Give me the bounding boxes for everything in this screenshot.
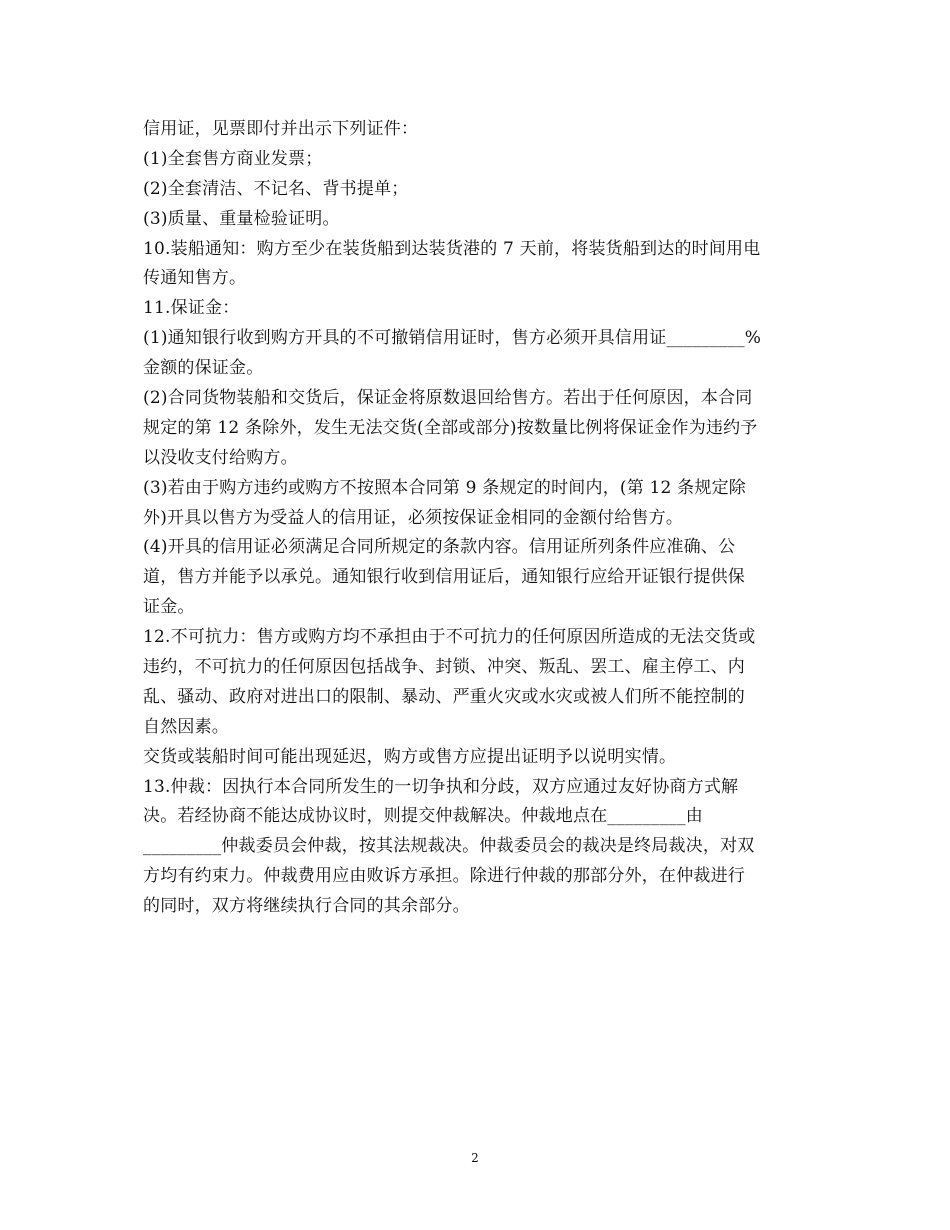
text-line: 金额的保证金。	[143, 358, 264, 379]
text-line: 11.保证金：	[143, 298, 240, 319]
text-line: 外)开具以售方为受益人的信用证，必须按保证金相同的金额付给售方。	[143, 507, 684, 528]
text-line: 决。若经协商不能达成协议时，则提交仲裁解决。仲裁地点在_________由	[143, 806, 703, 827]
text-line: 道，售方并能予以承兑。通知银行收到信用证后，通知银行应给开证银行提供保	[143, 567, 745, 588]
text-line: 方均有约束力。仲裁费用应由败诉方承担。除进行仲裁的那部分外，在仲裁进行	[143, 866, 745, 887]
text-line: (2)合同货物装船和交货后，保证金将原数退回给售方。若出于任何原因，本合同	[143, 388, 753, 409]
text-line: 违约，不可抗力的任何原因包括战争、封锁、冲突、叛乱、罢工、雇主停工、内	[143, 657, 745, 678]
text-line: 以没收支付给购方。	[143, 447, 298, 468]
document-body	[143, 115, 815, 922]
text-line: 信用证，见票即付并出示下列证件：	[143, 119, 419, 139]
text-line: 规定的第 12 条除外，发生无法交货(全部或部分)按数量比例将保证金作为违约予	[143, 417, 758, 438]
text-line: 10.装船通知：购方至少在装货船到达装货港的 7 天前，将装货船到达的时间用电	[143, 238, 761, 259]
text-line: 12.不可抗力：售方或购方均不承担由于不可抗力的任何原因所造成的无法交货或	[143, 627, 756, 648]
text-line: (4)开具的信用证必须满足合同所规定的条款内容。信用证所列条件应准确、公	[143, 537, 736, 558]
text-line: 乱、骚动、政府对进出口的限制、暴动、严重火灾或水灾或被人们所不能控制的	[143, 686, 745, 707]
text-line: 自然因素。	[143, 716, 229, 737]
text-line: (1)通知银行收到购方开具的不可撤销信用证时，售方必须开具信用证_________%	[143, 328, 762, 349]
text-line: _________仲裁委员会仲裁，按其法规裁决。仲裁委员会的裁决是终局裁决，对双	[143, 836, 755, 857]
text-line: (1)全套售方商业发票；	[143, 148, 323, 169]
text-line: 交货或装船时间可能出现延迟，购方或售方应提出证明予以说明实情。	[143, 746, 677, 767]
text-line: (2)全套清洁、不记名、背书提单；	[143, 178, 409, 199]
text-line: (3)质量、重量检验证明。	[143, 208, 340, 229]
text-line: (3)若由于购方违约或购方不按照本合同第 9 条规定的时间内，(第 12 条规定除	[143, 477, 746, 498]
text-line: 的同时，双方将继续执行合同的其余部分。	[143, 896, 470, 917]
text-line: 证金。	[143, 597, 195, 618]
text-line: 传通知售方。	[143, 268, 247, 289]
page-number: 2	[471, 1151, 479, 1165]
text-line: 13.仲裁：因执行本合同所发生的一切争执和分歧，双方应通过友好协商方式解	[143, 776, 739, 797]
